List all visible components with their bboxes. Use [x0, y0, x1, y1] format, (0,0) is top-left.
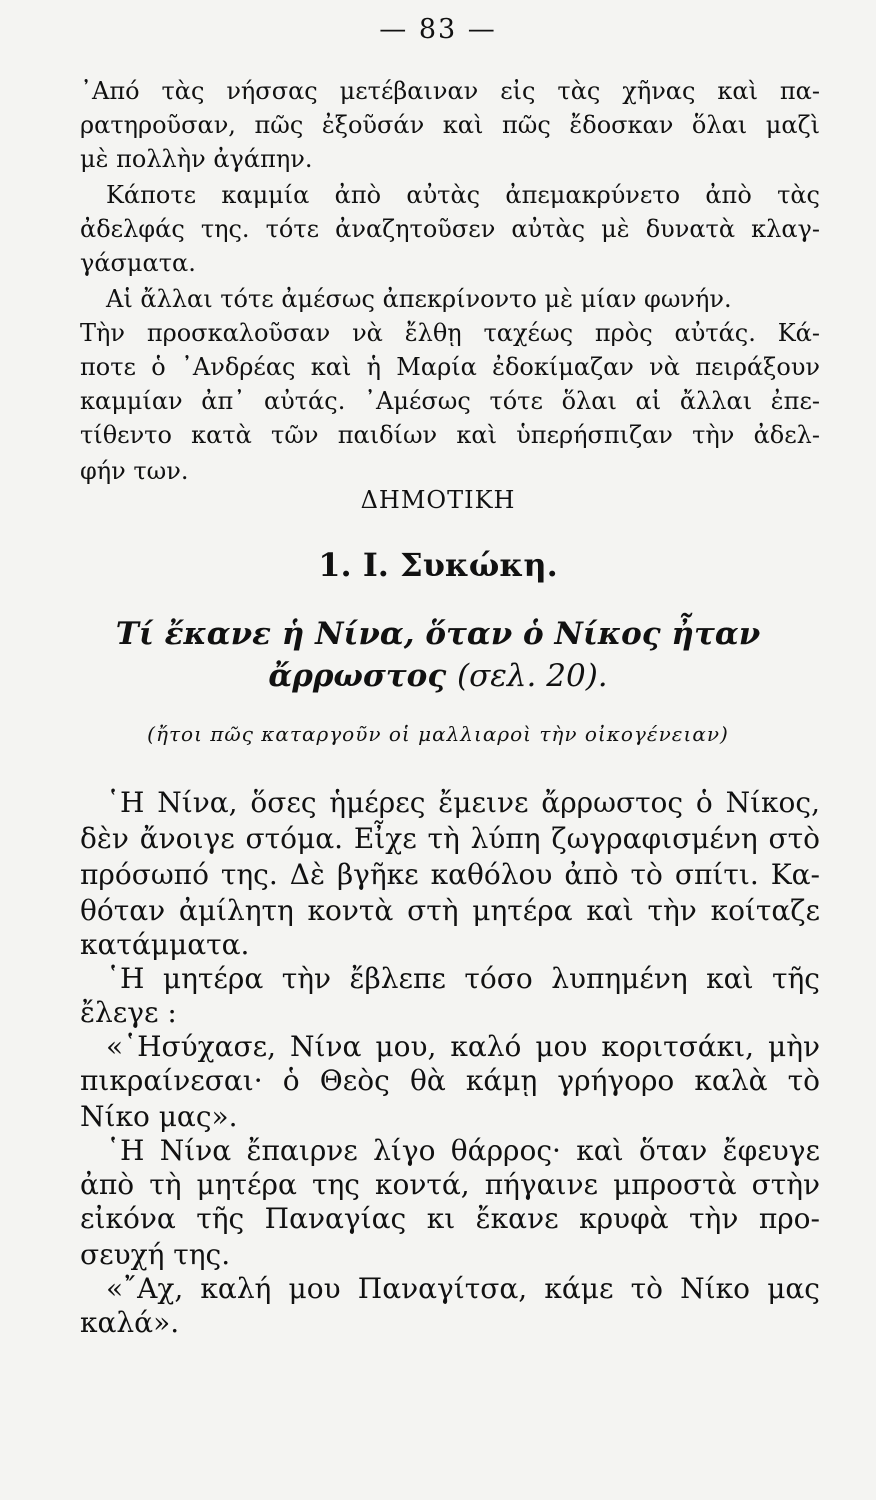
text-line: πικραίνεσαι· ὁ Θεὸς θὰ κάμῃ γρήγορο καλὰ τὸ — [80, 1064, 820, 1097]
lesson-number: 1. I. Συκώκη. — [318, 546, 558, 584]
lesson-title-word: ἄρρωστος — [268, 658, 447, 694]
page-number: — 83 — — [379, 14, 497, 45]
text-line: σευχή της. — [80, 1238, 231, 1271]
text-line: καλά». — [80, 1306, 180, 1339]
text-line: «῾Ησύχασε, Νίνα μου, καλό μου κοριτσάκι, μὴν — [106, 1030, 820, 1063]
text-line: τίθεντο κατὰ τῶν παιδίων καὶ ὑπερήσπιζαν τὴν ἀδελ- — [80, 421, 820, 449]
text-line: ρατηροῦσαν, πῶς ἐξοῦσάν καὶ πῶς ἔδοσκαν ὅλαι μαζὶ — [80, 111, 820, 139]
text-line: μὲ πολλὴν ἀγάπην. — [80, 145, 313, 173]
section-heading: ΔΗΜΟΤΙΚΗ — [360, 486, 516, 514]
text-line: Αἱ ἄλλαι τότε ἀμέσως ἀπεκρίνοντο μὲ μίαν φωνήν. — [106, 285, 732, 313]
text-line: ῾Η μητέρα τὴν ἔβλεπε τόσο λυπημένη καὶ τῆς — [106, 962, 820, 995]
text-line: δὲν ἄνοιγε στόμα. Εἶχε τὴ λύπη ζωγραφισμένη στὸ — [80, 822, 820, 855]
text-line: θόταν ἀμίλητη κοντὰ στὴ μητέρα καὶ τὴν κοίταζε — [80, 894, 820, 927]
text-line: ῾Η Νίνα ἔπαιρνε λίγο θάρρος· καὶ ὅταν ἔφευγε — [106, 1134, 820, 1167]
lesson-title-reference: (σελ. 20). — [457, 658, 608, 694]
text-line: ἔλεγε : — [80, 996, 177, 1029]
text-line: Νίκο μας». — [80, 1100, 238, 1133]
text-line: ᾽Από τὰς νήσσας μετέβαιναν εἰς τὰς χῆνας καὶ πα- — [80, 77, 820, 105]
text-line: γάσματα. — [80, 249, 196, 277]
text-line: «῎Αχ, καλή μου Παναγίτσα, κάμε τὸ Νίκο μας — [106, 1272, 820, 1305]
subtitle-note: (ἤτοι πῶς καταργοῦν οἱ μαλλιαροὶ τὴν οἰκογένειαν) — [147, 722, 729, 746]
lesson-title-line-2 — [0, 658, 876, 694]
text-line: φήν των. — [80, 457, 189, 485]
text-line: ῾Η Νίνα, ὅσες ἡμέρες ἔμεινε ἄρρωστος ὁ Νίκος, — [106, 786, 820, 819]
text-line: εἰκόνα τῆς Παναγίας κι ἔκανε κρυφὰ τὴν προ- — [80, 1202, 820, 1235]
text-line: κατάμματα. — [80, 928, 250, 961]
text-line: Κάποτε καμμία ἀπὸ αὐτὰς ἀπεμακρύνετο ἀπὸ τὰς — [106, 181, 820, 209]
text-line: ἀδελφάς της. τότε ἀναζητοῦσεν αὐτὰς μὲ δυνατὰ κλαγ- — [80, 215, 820, 243]
text-line: ποτε ὁ ᾽Ανδρέας καὶ ἡ Μαρία ἐδοκίμαζαν νὰ πειράξουν — [80, 353, 820, 381]
text-line: καμμίαν ἀπ᾽ αὐτάς. ᾽Αμέσως τότε ὅλαι αἱ ἄλλαι ἐπε- — [80, 387, 820, 415]
text-line: Τὴν προσκαλοῦσαν νὰ ἔλθῃ ταχέως πρὸς αὐτάς. Κά- — [80, 319, 820, 347]
lesson-title-line-1: Τί ἔκανε ἡ Νίνα, ὅταν ὁ Νίκος ἦταν — [115, 616, 761, 652]
text-line: πρόσωπό της. Δὲ βγῆκε καθόλου ἀπὸ τὸ σπίτι. Κα- — [80, 858, 820, 891]
text-line: ἀπὸ τὴ μητέρα της κοντά, πήγαινε μπροστὰ στὴν — [80, 1168, 820, 1201]
